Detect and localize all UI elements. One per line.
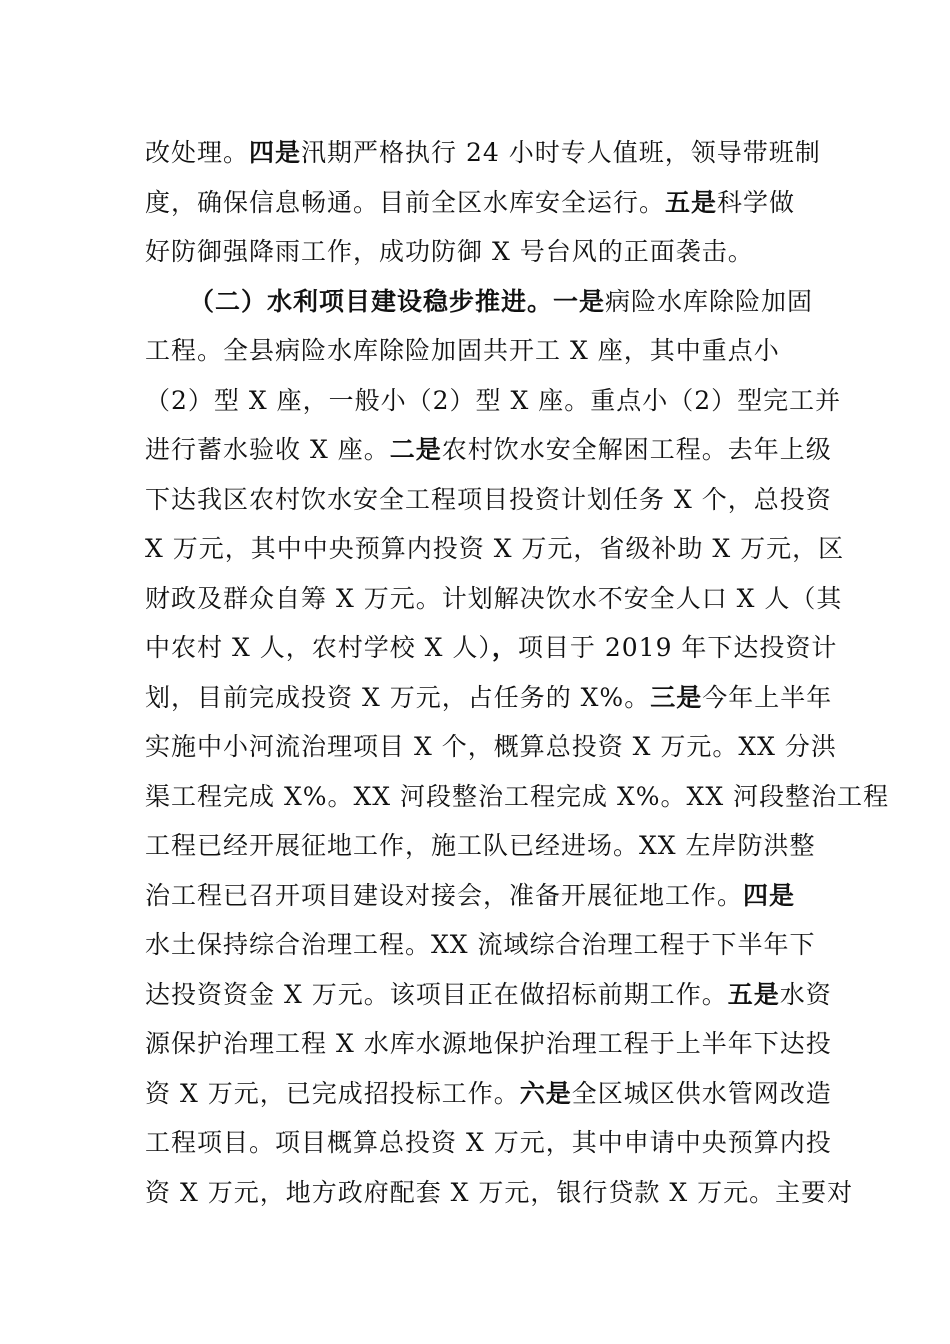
text-line <box>145 574 843 624</box>
bold-text-run: 四是 <box>249 138 302 167</box>
text-run: 项目于 2019 年下达投资计 <box>517 633 838 662</box>
text-run: 达投资资金 X 万元。该项目正在做招标前期工作。 <box>145 979 728 1009</box>
text-line <box>145 673 833 723</box>
text-line <box>145 178 810 228</box>
text-line <box>145 970 832 1020</box>
text-line <box>145 772 890 822</box>
text-run: 汛期严格执行 24 小时专人值班，领导带班制 <box>301 138 821 167</box>
text-run: 下达我区农村饮水安全工程项目投资计划任务 X 个，总投资 <box>145 484 832 514</box>
text-run: 病险水库除险加固 <box>605 286 814 316</box>
text-run: 治工程已召开项目建设对接会，准备开展征地工作。 <box>145 880 744 910</box>
text-run: 好防御强降雨工作，成功防御 X 号台风的正面袭击。 <box>145 237 754 266</box>
text-line <box>145 524 845 574</box>
text-run: 财政及群众自筹 X 万元。计划解决饮水不安全人口 X 人（其 <box>145 583 843 613</box>
text-line <box>145 425 832 475</box>
bold-text-run: 五是 <box>727 979 780 1009</box>
text-run: 工程已经开展征地工作，施工队已经进场。XX 左岸防洪整 <box>145 831 816 860</box>
text-line <box>145 871 810 921</box>
bold-text-run: 四是 <box>743 880 796 910</box>
text-run: 度，确保信息畅通。目前全区水库安全运行。 <box>145 187 666 217</box>
text-run: 水资 <box>779 979 832 1009</box>
text-run: 实施中小河流治理项目 X 个，概算总投资 X 万元。XX 分洪 <box>145 732 837 761</box>
text-run: 资 X 万元，已完成招投标工作。 <box>145 1078 520 1108</box>
bold-text-run: （二）水利项目建设稳步推进。一是 <box>189 286 606 316</box>
text-run: 渠工程完成 X%。XX 河段整治工程完成 X%。XX 河段整治工程 <box>145 781 890 811</box>
text-line <box>145 277 814 327</box>
text-run: 水土保持综合治理工程。XX 流域综合治理工程于下半年下 <box>145 930 816 959</box>
text-run: 全区城区供水管网改造 <box>571 1078 832 1108</box>
text-line <box>145 1019 832 1069</box>
text-line <box>145 623 838 673</box>
bold-text-run: 五是 <box>665 187 718 217</box>
text-run: 农村饮水安全解困工程。去年上级 <box>441 435 832 464</box>
text-line <box>145 1118 832 1168</box>
text-line <box>145 475 832 525</box>
text-line <box>145 1168 854 1218</box>
text-run: 中农村 X 人，农村学校 X 人） <box>145 633 492 662</box>
text-run: 资 X 万元，地方政府配套 X 万元，银行贷款 X 万元。主要对 <box>145 1177 854 1207</box>
text-line <box>145 128 821 178</box>
document-body <box>145 128 890 1217</box>
text-run: （2）型 X 座，一般小（2）型 X 座。重点小（2）型完工并 <box>145 385 842 415</box>
text-run: 源保护治理工程 X 水库水源地保护治理工程于上半年下达投 <box>145 1029 832 1058</box>
text-run: X 万元，其中中央预算内投资 X 万元，省级补助 X 万元，区 <box>145 534 845 563</box>
text-line <box>145 326 810 376</box>
text-line <box>145 227 810 277</box>
text-run: 改处理。 <box>145 138 250 167</box>
text-run: 工程。全县病险水库除险加固共开工 X 座，其中重点小 <box>145 336 780 365</box>
text-line <box>145 376 842 426</box>
text-line <box>145 1069 832 1119</box>
text-run: 进行蓄水验收 X 座。 <box>145 435 390 464</box>
bold-text-run: ， <box>491 633 518 662</box>
text-run: 科学做 <box>717 187 796 217</box>
text-run: 划，目前完成投资 X 万元，占任务的 X%。 <box>145 682 651 712</box>
text-run: 工程项目。项目概算总投资 X 万元，其中申请中央预算内投 <box>145 1128 832 1157</box>
bold-text-run: 二是 <box>389 435 442 464</box>
bold-text-run: 六是 <box>519 1078 572 1108</box>
text-line <box>145 821 816 871</box>
text-run: 今年上半年 <box>702 682 833 712</box>
bold-text-run: 三是 <box>650 682 703 712</box>
text-line <box>145 722 837 772</box>
text-line <box>145 920 816 970</box>
